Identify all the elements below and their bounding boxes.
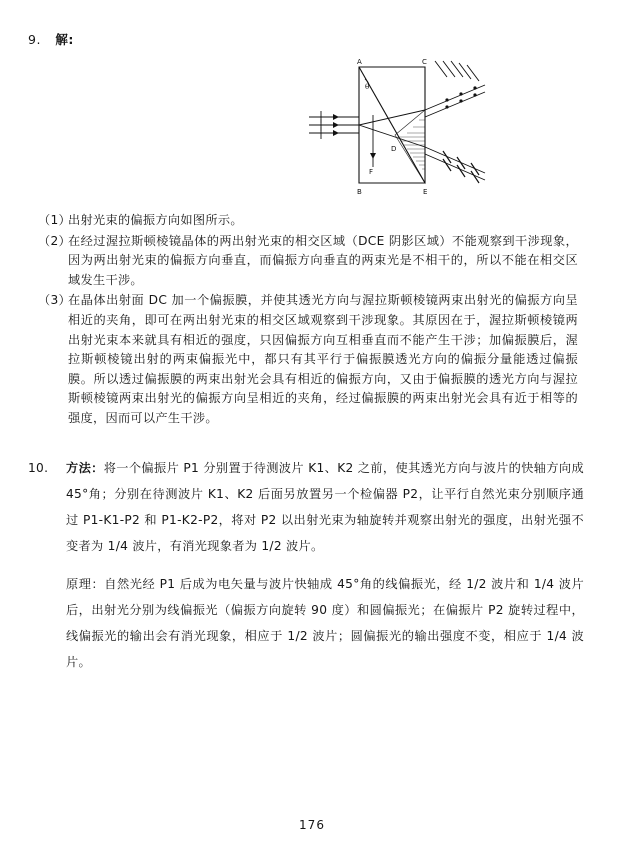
problem-9-item-1 bbox=[38, 211, 578, 231]
page-number: 176 bbox=[299, 818, 325, 832]
problem-9-solution-label: 解: bbox=[55, 32, 74, 47]
figure-label-D: D bbox=[391, 145, 397, 153]
problem-9-item-2 bbox=[38, 232, 578, 291]
item-2-text: 在经过渥拉斯顿棱镜晶体的两出射光束的相交区域（DCE 阴影区域）不能观察到干涉现象，因为两出射光束的偏振方向垂直，而偏振方向垂直的两束光是不相干的，所以不能在相交区域发生干涉。 bbox=[68, 233, 578, 287]
principle-label: 原理： bbox=[66, 577, 105, 591]
problem-10-principle-block bbox=[66, 571, 584, 675]
figure-label-F: F bbox=[369, 168, 374, 176]
figure-label-angle: θ bbox=[365, 83, 370, 91]
item-2-marker: （2） bbox=[38, 233, 72, 248]
item-1-marker: （1） bbox=[38, 213, 72, 227]
problem-9-heading bbox=[28, 30, 74, 48]
problem-9-body bbox=[38, 211, 578, 430]
figure-label-B: B bbox=[357, 188, 362, 196]
problem-10-method-block bbox=[66, 455, 584, 559]
wollaston-prism-figure bbox=[295, 55, 495, 200]
method-label: 方法： bbox=[66, 461, 104, 475]
problem-10-principle bbox=[28, 571, 584, 675]
item-3-text: 在晶体出射面 DC 加一个偏振膜，并使其透光方向与渥拉斯顿棱镜两束出射光的偏振方向呈相近的夹角，即可在两出射光束的相交区域观察到干涉现象。其原因在于，渥拉斯顿棱镜两出射光束本来就具有相近的强度，只因偏振方向互相垂直而不能产生干涉；加偏振膜后，渥拉斯顿棱镜出射的两束偏振光中，都只有其平行于偏振膜透光方向的偏振分量能透过偏振膜。所以透过偏振膜的两束出射光会具有相近的偏振方向，又由于偏振膜的透光方向与渥拉斯顿棱镜两束出射光的偏振方向呈相近的夹角，经过偏振膜的两束出射光会具有近于相等的强度，因而可以产生干涉。 bbox=[68, 293, 578, 425]
item-1-text: 出射光束的偏振方向如图所示。 bbox=[68, 213, 243, 227]
problem-10 bbox=[28, 455, 584, 675]
problem-9-number: 9. bbox=[28, 32, 41, 47]
figure-label-C: C bbox=[422, 58, 427, 66]
method-text: 将一个偏振片 P1 分别置于待测波片 K1、K2 之前，使其透光方向与波片的快轴方向成 45°角；分别在待测波片 K1、K2 后面另放置另一个检偏器 P2，让平行自然光束分别顺序通过 P1-K1-P2 和 P1-K2-P2，将对 P2 以出射光束为轴旋转并观察出射光的强度，出射光强不变者为 1/4 波片，有消光现象者为 1/2 波片。 bbox=[66, 461, 584, 553]
problem-10-number: 10. bbox=[28, 461, 49, 475]
problem-10-method bbox=[28, 455, 584, 559]
item-3-marker: （3） bbox=[38, 293, 72, 308]
principle-text: 自然光经 P1 后成为电矢量与波片快轴成 45°角的线偏振光，经 1/2 波片和 1/4 波片后，出射光分别为线偏振光（偏振方向旋转 90 度）和圆偏振光；在偏振片 P2 旋转过程中，线偏振光的输出会有消光现象，相应于 1/2 波片；圆偏振光的输出强度不变，相应于 1/4 波片。 bbox=[66, 577, 584, 669]
figure-label-E: E bbox=[423, 188, 428, 196]
figure-svg bbox=[295, 55, 495, 200]
figure-label-A: A bbox=[357, 58, 362, 66]
problem-9-item-3 bbox=[38, 291, 578, 428]
